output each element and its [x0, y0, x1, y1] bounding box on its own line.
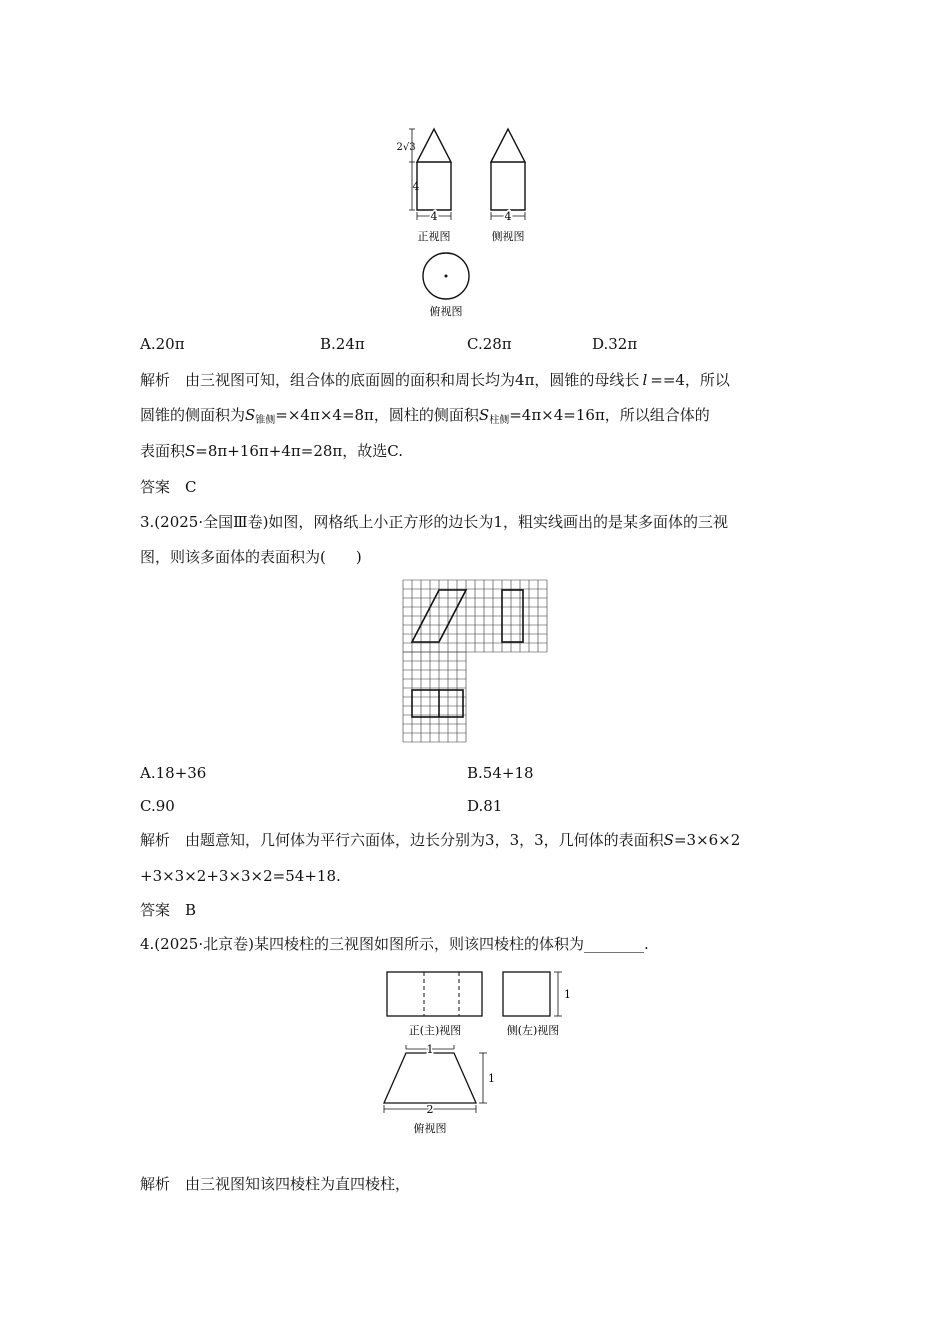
q4-top-view-label: 俯视图 [413, 1122, 447, 1135]
q3-option-c: C.90 [140, 797, 175, 815]
side-view-label: 侧视图 [491, 230, 525, 243]
top-view-center-dot [445, 275, 448, 278]
q2-answer [140, 477, 197, 497]
dim-height-top: 2√3 [396, 142, 416, 153]
front-view-outline [417, 129, 451, 210]
q4-dim-top-depth: 1 [488, 1072, 495, 1085]
q2-option-a: A.20π [140, 335, 185, 353]
q3-option-a: A.18+36 [140, 764, 207, 782]
q3-answer-value: B [185, 901, 197, 919]
front-view-label: 正视图 [417, 230, 451, 243]
grid-top-view-rect [412, 690, 463, 717]
q3-option-b: B.54+18 [467, 764, 534, 782]
q4-top-view-trapezoid [384, 1053, 476, 1103]
q4-analysis: 解析 由三视图知该四棱柱为直四棱柱， [140, 1175, 411, 1193]
q2-analysis-line2: 圆锥的侧面积为$S_{锥侧}=\times 4\pi\times 4=8\pi$，圆柱的侧面积$S_{柱侧}=4\pi\times 4=16\pi$，所以组合体的 [140, 406, 710, 426]
q4-analysis-label: 解析 [140, 1175, 171, 1193]
figure-quad-prism [378, 965, 578, 1140]
figure-grid-three-views [403, 580, 549, 748]
q4-front-view-rect [387, 972, 482, 1016]
figure-cone-cylinder [396, 120, 550, 325]
q4-front-view-label: 正(主)视图 [408, 1024, 462, 1037]
q2-option-d: D.32π [592, 335, 638, 353]
side-view-outline [491, 129, 525, 210]
q4-dim-top-base: 2 [426, 1103, 434, 1116]
dim-width-side: 4 [504, 210, 512, 223]
q2-analysis-label: 解析 [140, 371, 171, 389]
q2-analysis-line3: 表面积S=8π+16π+4π=28π，故选C. [140, 442, 403, 460]
q3-answer [140, 900, 196, 920]
dim-width-front: 4 [430, 210, 438, 223]
dim-height-body: 4 [412, 180, 420, 193]
q3-analysis-line1: 解析 由题意知，几何体为平行六面体，边长分别为3，3，3，几何体的表面积S=3×6×2 [140, 831, 741, 849]
top-view-label: 俯视图 [429, 305, 463, 318]
q3-option-d: D.81 [467, 797, 503, 815]
q3-analysis-label: 解析 [140, 831, 171, 849]
q3-analysis-line2: +3×3×2+3×3×2=54+18. [140, 867, 341, 885]
q4-stem: 4.(2025·北京卷)某四棱柱的三视图如图所示，则该四棱柱的体积为________. [140, 935, 649, 953]
q4-dim-side-height: 1 [564, 988, 571, 1001]
q2-answer-value: C [185, 478, 197, 496]
q2-option-b: B.24π [320, 335, 365, 353]
q4-side-view-rect [503, 972, 550, 1016]
q2-analysis-line1: 解析 由三视图可知，组合体的底面圆的面积和周长均为4π，圆锥的母线长 l ==4，所以 [140, 371, 730, 389]
q3-stem-line1: 3.(2025·全国Ⅲ卷)如图，网格纸上小正方形的边长为1，粗实线画出的是某多面体的三视 [140, 513, 728, 531]
q4-side-view-label: 侧(左)视图 [506, 1024, 560, 1037]
q2-answer-label: 答案 [140, 478, 171, 496]
q4-dim-top-width: 1 [426, 1043, 434, 1056]
q2-option-c: C.28π [467, 335, 512, 353]
q3-stem-line2: 图，则该多面体的表面积为( ) [140, 548, 362, 566]
q3-answer-label: 答案 [140, 901, 171, 919]
